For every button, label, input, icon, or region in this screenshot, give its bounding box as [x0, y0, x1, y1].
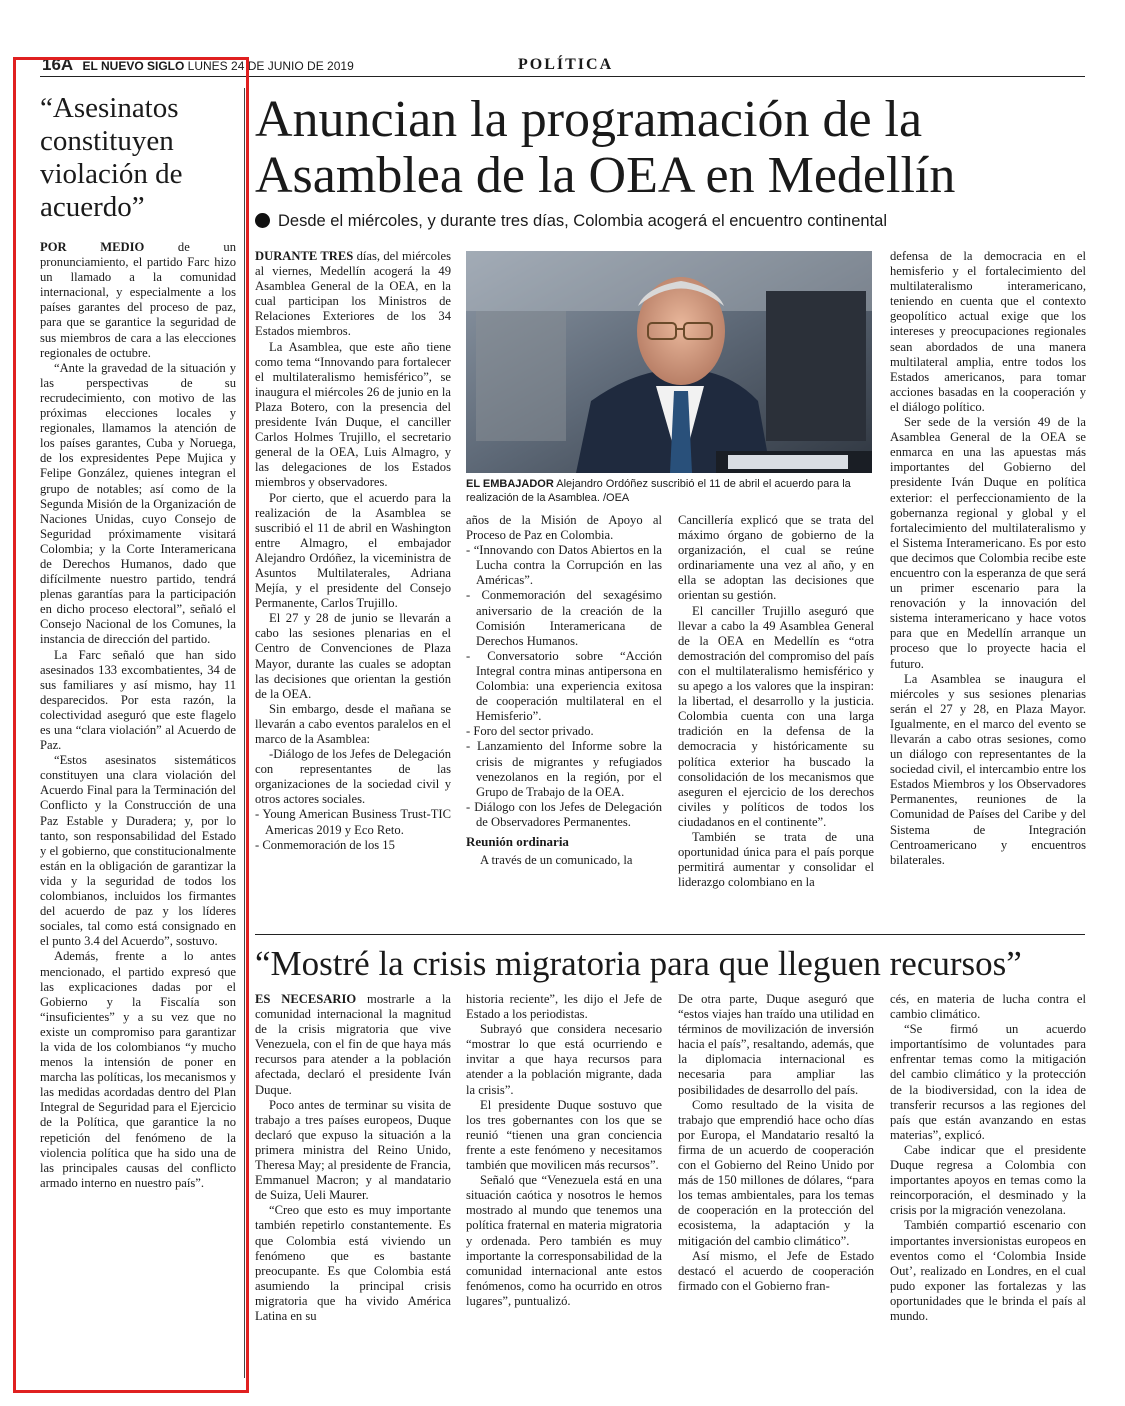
second-paragraph: “Se firmó un acuerdo importantísimo de voluntades para enfrentar temas como la mitigación del cambio climático y la protección de la biodiversidad, con la idea de transferir recursos a las regiones del país que están avanzando en estas materias”, explicó.	[890, 1022, 1086, 1142]
second-paragraph: “Creo que esto es muy importante también repetirlo constantemente. Es que Colombia está viviendo un fenómeno que es bastante preocupante. Es que Colombia está asumiendo la principal crisis migratoria que ha vivido América Latina en su	[255, 1203, 451, 1323]
main-paragraph: La Asamblea, que este año tiene como tema “Innovando para fortalecer el multilateralismo hemisférico”, se inaugura el miércoles 26 de junio en la Plaza Botero, con la presencia del presidente Iván Duque, el canciller Carlos Holmes Trujillo, el secretario general de la OEA, Luis Almagro, y las delegaciones de los Estados miembros y observadores.	[255, 339, 451, 490]
main-paragraph: También se trata de una oportunidad única para el país porque permitirá aumentar y consolidar el liderazgo colombiano en la	[678, 829, 874, 890]
main-column-4	[890, 249, 1086, 868]
second-paragraph: Señaló que “Venezuela está en una situación caótica y nosotros le hemos mostrado al mundo que tenemos una política fraternal en materia migratoria y ordenada. Pero también es muy importante la corresponsabilidad de la comunidad internacional ante estos fenómenos, como ha ocurrido en otros lugares”, puntualizó.	[466, 1173, 662, 1308]
second-paragraph: Así mismo, el Jefe de Estado destacó el acuerdo de cooperación firmado con el Gobierno fran-	[678, 1248, 874, 1293]
sidebar-paragraph: “Ante la gravedad de la situación y las perspectivas de su recrudecimiento, con motivo de las próximas elecciones locales y regionales, llamamos la atención de los países garantes, Cuba y Noruega, de los expresidentes Pepe Mujica y Felipe González, quienes integran el grupo de notables; así como de la Segunda Misión de la Organización de Naciones Unidas, cuyo Consejo de Seguridad próximamente visitará Colombia; y la Corte Interamericana de Derechos Humanos, dado que difícilmente nuestro partido, tendrá plenas garantías para la participación en dicho proceso electoral”, señaló el Consejo Nacional de los Comunes, la instancia de dirección del partido.	[40, 360, 236, 647]
sidebar-headline: “Asesinatos constituyen violación de acuerdo”	[40, 92, 183, 223]
list-item: - Conmemoración de los 15	[255, 838, 451, 853]
main-paragraph: El canciller Trujillo aseguró que llevar a cabo la 49 Asamblea General de la OEA en Medellín es “otra demostración del compromiso del país con el multilateralismo hemisférico y su apego a los valores que la inspiran: la libertad, el desarrollo y la justicia. Colombia cuenta con una larga tradición en la defensa de la democracia y históricamente su política exterior ha buscado la consolidación de los mecanismos que aseguren el ejercicio de los derechos civiles y políticos de todos los ciudadanos en el continente”.	[678, 603, 874, 829]
main-paragraph: -Diálogo de los Jefes de Delegación con representantes de las organizaciones de la sociedad civil y otros actores sociales.	[255, 747, 451, 807]
second-column-1	[255, 992, 451, 1324]
second-headline: “Mostré la crisis migratoria para que lleguen recursos”	[255, 944, 1022, 983]
list-item: - “Innovando con Datos Abiertos en la Lucha contra la Corrupción en las Américas”.	[466, 543, 662, 588]
second-paragraph: Como resultado de la visita de trabajo que emprendió hace ocho días por Europa, el Mandatario resaltó la firma de un acuerdo de cooperación con el Gobierno del Reino Unido por más de 150 millones de dólares, “para los temas ambientales, para los temas de cooperación en la protección del ecosistema, la adaptación y la mitigación del cambio climático”.	[678, 1097, 874, 1248]
main-paragraph: A través de un comunicado, la	[480, 853, 633, 868]
list-item: - Conmemoración del sexagésimo aniversario de la creación de la Comisión Interamericana de Derechos Humanos.	[466, 588, 662, 648]
sidebar-paragraph: La Farc señaló que han sido asesinados 133 excombatientes, 34 de sus familiares y así mismo, hay 11 desparecidos. Por esta razón, la colectividad aseguró que este flagelo es una “clara violación” al Acuerdo de Paz.	[40, 647, 236, 753]
page-number: 16A	[42, 55, 74, 74]
list-item: - Diálogo con los Jefes de Delegación de Observadores Permanentes.	[466, 800, 662, 830]
second-paragraph: cés, en materia de lucha contra el cambio climático.	[890, 992, 1086, 1022]
sidebar-paragraph: “Estos asesinatos sistemáticos constituyen una clara violación del Acuerdo Final para la Terminación del Conflicto y la Construcción de una Paz Estable y Duradera; y, por lo tanto, son responsabilidad del Estado y el gobierno, que constitucionalmente están en la obligación de garantizar la vida y la seguridad de todos los colombianos, incluidos los firmantes del acuerdo de paz y los líderes sociales, tal como está consignado en el punto 3.4 del Acuerdo”, sostuvo.	[40, 753, 236, 949]
events-list	[255, 807, 451, 852]
list-item: años de la Misión de Apoyo al Proceso de Paz en Colombia.	[466, 513, 662, 543]
list-item: - Lanzamiento del Informe sobre la crisis de migrantes y refugiados venezolanos en la región, por el Grupo de Trabajo de la OEA.	[466, 739, 662, 799]
sidebar-paragraph: Además, frente a lo antes mencionado, el partido expresó que las explicaciones dadas por el Gobierno y la Fiscalía son “insuficientes” y a su vez que no existe un compromiso para garantizar la vida de los colombianos “y mucho menos la intensión de poner en marcha las políticas, los mecanismos y las medidas acordadas dentro del Plan Integral de Seguridad para el Ejercicio de la Política, que garantice la no repetición del fenómeno de la violencia política que ha sido una de las principales causas del conflicto armado interno en nuestro país”.	[40, 949, 236, 1190]
list-item: - Foro del sector privado.	[466, 724, 662, 739]
main-column-2	[466, 513, 662, 868]
main-paragraph: Ser sede de la versión 49 de la Asamblea General de la OEA se enmarca en una las apuestas más importantes del Gobierno del presidente Iván Duque en política exterior: el perfeccionamiento de la gobernanza regional y global y el fortalecimiento del multilateralismo y el Sistema Interamericano. Es por esto que decimos que Colombia recibe este encuentro con la esperanza de que será un primer escenario para la renovación y la innovación del sistema interamericano y hace votos para que en Medellín arranque un proceso que lo proyecte hacia el futuro.	[890, 415, 1086, 671]
second-paragraph: También compartió escenario con importantes inversionistas europeos en eventos como el ‘Colombia Inside Out’, realizado en Londres, en el cual pudo exponer las fortalezas y las oportunidades que le brinda el país al mundo.	[890, 1218, 1086, 1323]
events-list	[466, 513, 662, 830]
second-column-2	[466, 992, 662, 1309]
main-paragraph: defensa de la democracia en el hemisferio y el fortalecimiento del multilateralismo interamericano, teniendo en cuenta que el contexto geopolítico actual exige que los intereses y preocupaciones regionales sean abordados de una manera multilateral amplia, entre todos los Estados americanos, para tomar acciones basadas en la cooperación y el diálogo político.	[890, 249, 1086, 414]
main-paragraph: Cancillería explicó que se trata del máximo órgano de gobierno de la organización, el cual se reúne ordinariamente una vez al año, y en ella se adoptan las decisiones que orientan su gestión.	[678, 513, 874, 603]
newspaper-name: EL NUEVO SIGLO	[82, 59, 185, 73]
second-column-3	[678, 992, 874, 1294]
main-paragraph: El 27 y 28 de junio se llevarán a cabo las sesiones plenarias en el Centro de Convenciones de Plaza Mayor, durante las cuales se adoptan las decisiones que orientan la gestión de la OEA.	[255, 611, 451, 701]
ambassador-photo	[466, 251, 872, 473]
bullet-dot-icon	[255, 213, 270, 228]
main-paragraph: DURANTE TRES días, del miércoles al viernes, Medellín acogerá la 49 Asamblea General de la OEA, en la cual participan los Ministros de Relaciones Exteriores de los 34 Estados miembros.	[255, 249, 451, 339]
second-paragraph: De otra parte, Duque aseguró que “estos viajes han traído una utilidad en términos de movilización de inversión hacia el país”, resaltando, además, que la diplomacia internacional es necesaria para ampliar las posibilidades de desarrollo del país.	[678, 992, 874, 1097]
second-paragraph: El presidente Duque sostuvo que los tres gobernantes con los que se reunió “tienen una gran conciencia frente a este fenómeno y necesitamos también que movilicen más recursos”.	[466, 1097, 662, 1173]
second-paragraph: Poco antes de terminar su visita de trabajo a tres países europeos, Duque declaró que expuso la situación a la primera ministra del Reino Unido, Theresa May; al presidente de Francia, Emmanuel Macron; y al mandatario de Suiza, Ueli Maurer.	[255, 1097, 451, 1203]
issue-date: LUNES 24 DE JUNIO DE 2019	[187, 59, 354, 73]
sidebar-paragraph: POR MEDIO de un pronunciamiento, el partido Farc hizo un llamado a la comunidad internacional, y especialmente a los países garantes del proceso de paz, para que se garantice la seguridad de sus miembros de cara a las elecciones regionales de octubre.	[40, 240, 236, 360]
main-lead: DURANTE TRES	[255, 249, 354, 263]
second-paragraph: Cabe indicar que el presidente Duque regresa a Colombia con importantes apoyos en temas como la reincorporación, el desminado y la crisis por la migración venezolana.	[890, 1142, 1086, 1218]
sidebar-lead: POR MEDIO	[40, 240, 145, 254]
second-paragraph: historia reciente”, les dijo el Jefe de Estado a los periodistas.	[466, 992, 662, 1022]
second-lead: ES NECESARIO	[255, 992, 357, 1006]
main-paragraph: Por cierto, que el acuerdo para la realización de la Asamblea se suscribió el 11 de abril en Washington entre Almagro, el embajador Alejandro Ordóñez, la viceministra de Asuntos Multilaterales, Adriana Mejía, y el presidente del Consejo Permanente, Carlos Trujillo.	[255, 490, 451, 611]
main-paragraph: La Asamblea se inaugura el miércoles y sus sesiones plenarias serán el 27 y 28, en Plaza Mayor. Igualmente, en el marco del evento se llevarán a cabo otras sesiones, como un diálogo con representantes de la sociedad civil, el intercambio entre los Estados Miembros y los Observadores Permanentes, reuniones de la Comunidad de Países del Caribe y del Sistema de Integración Centroamericano y encuentros bilaterales.	[890, 671, 1086, 867]
highlight-box	[13, 57, 249, 1393]
section-title: POLÍTICA	[518, 56, 614, 73]
main-column-1	[255, 249, 451, 853]
photo-caption: EL EMBAJADOR Alejandro Ordóñez suscribió el 11 de abril el acuerdo para la realización de la Asamblea. /OEA	[466, 478, 851, 504]
article-separator	[255, 934, 1085, 935]
main-kicker: Desde el miércoles, y durante tres días, Colombia acogerá el encuentro continental	[255, 212, 1085, 231]
main-paragraph: Sin embargo, desde el mañana se llevarán a cabo eventos paralelos en el marco de la Asamblea:	[255, 701, 451, 746]
list-item: - Young American Business Trust-TIC Americas 2019 y Eco Reto.	[255, 807, 451, 837]
second-paragraph: ES NECESARIO mostrarle a la comunidad internacional la magnitud de la crisis migratoria que vive Venezuela, con el fin de que haya más recursos para atender a la población afectada, declaró el presidente Iván Duque.	[255, 992, 451, 1097]
second-column-4	[890, 992, 1086, 1324]
second-paragraph: Subrayó que considera necesario “mostrar lo que está ocurriendo e invitar a que haya recursos para atender a la población migrante, dada la crisis”.	[466, 1022, 662, 1097]
main-headline: Anuncian la programación de la Asamblea de la OEA en Medellín	[255, 91, 956, 204]
main-column-3	[678, 513, 874, 890]
subheading: Reunión ordinaria	[466, 833, 569, 849]
list-item: - Conversatorio sobre “Acción Integral contra minas antipersona en Colombia: una experiencia exitosa de cooperación multilateral en el Hemisferio”.	[466, 649, 662, 724]
